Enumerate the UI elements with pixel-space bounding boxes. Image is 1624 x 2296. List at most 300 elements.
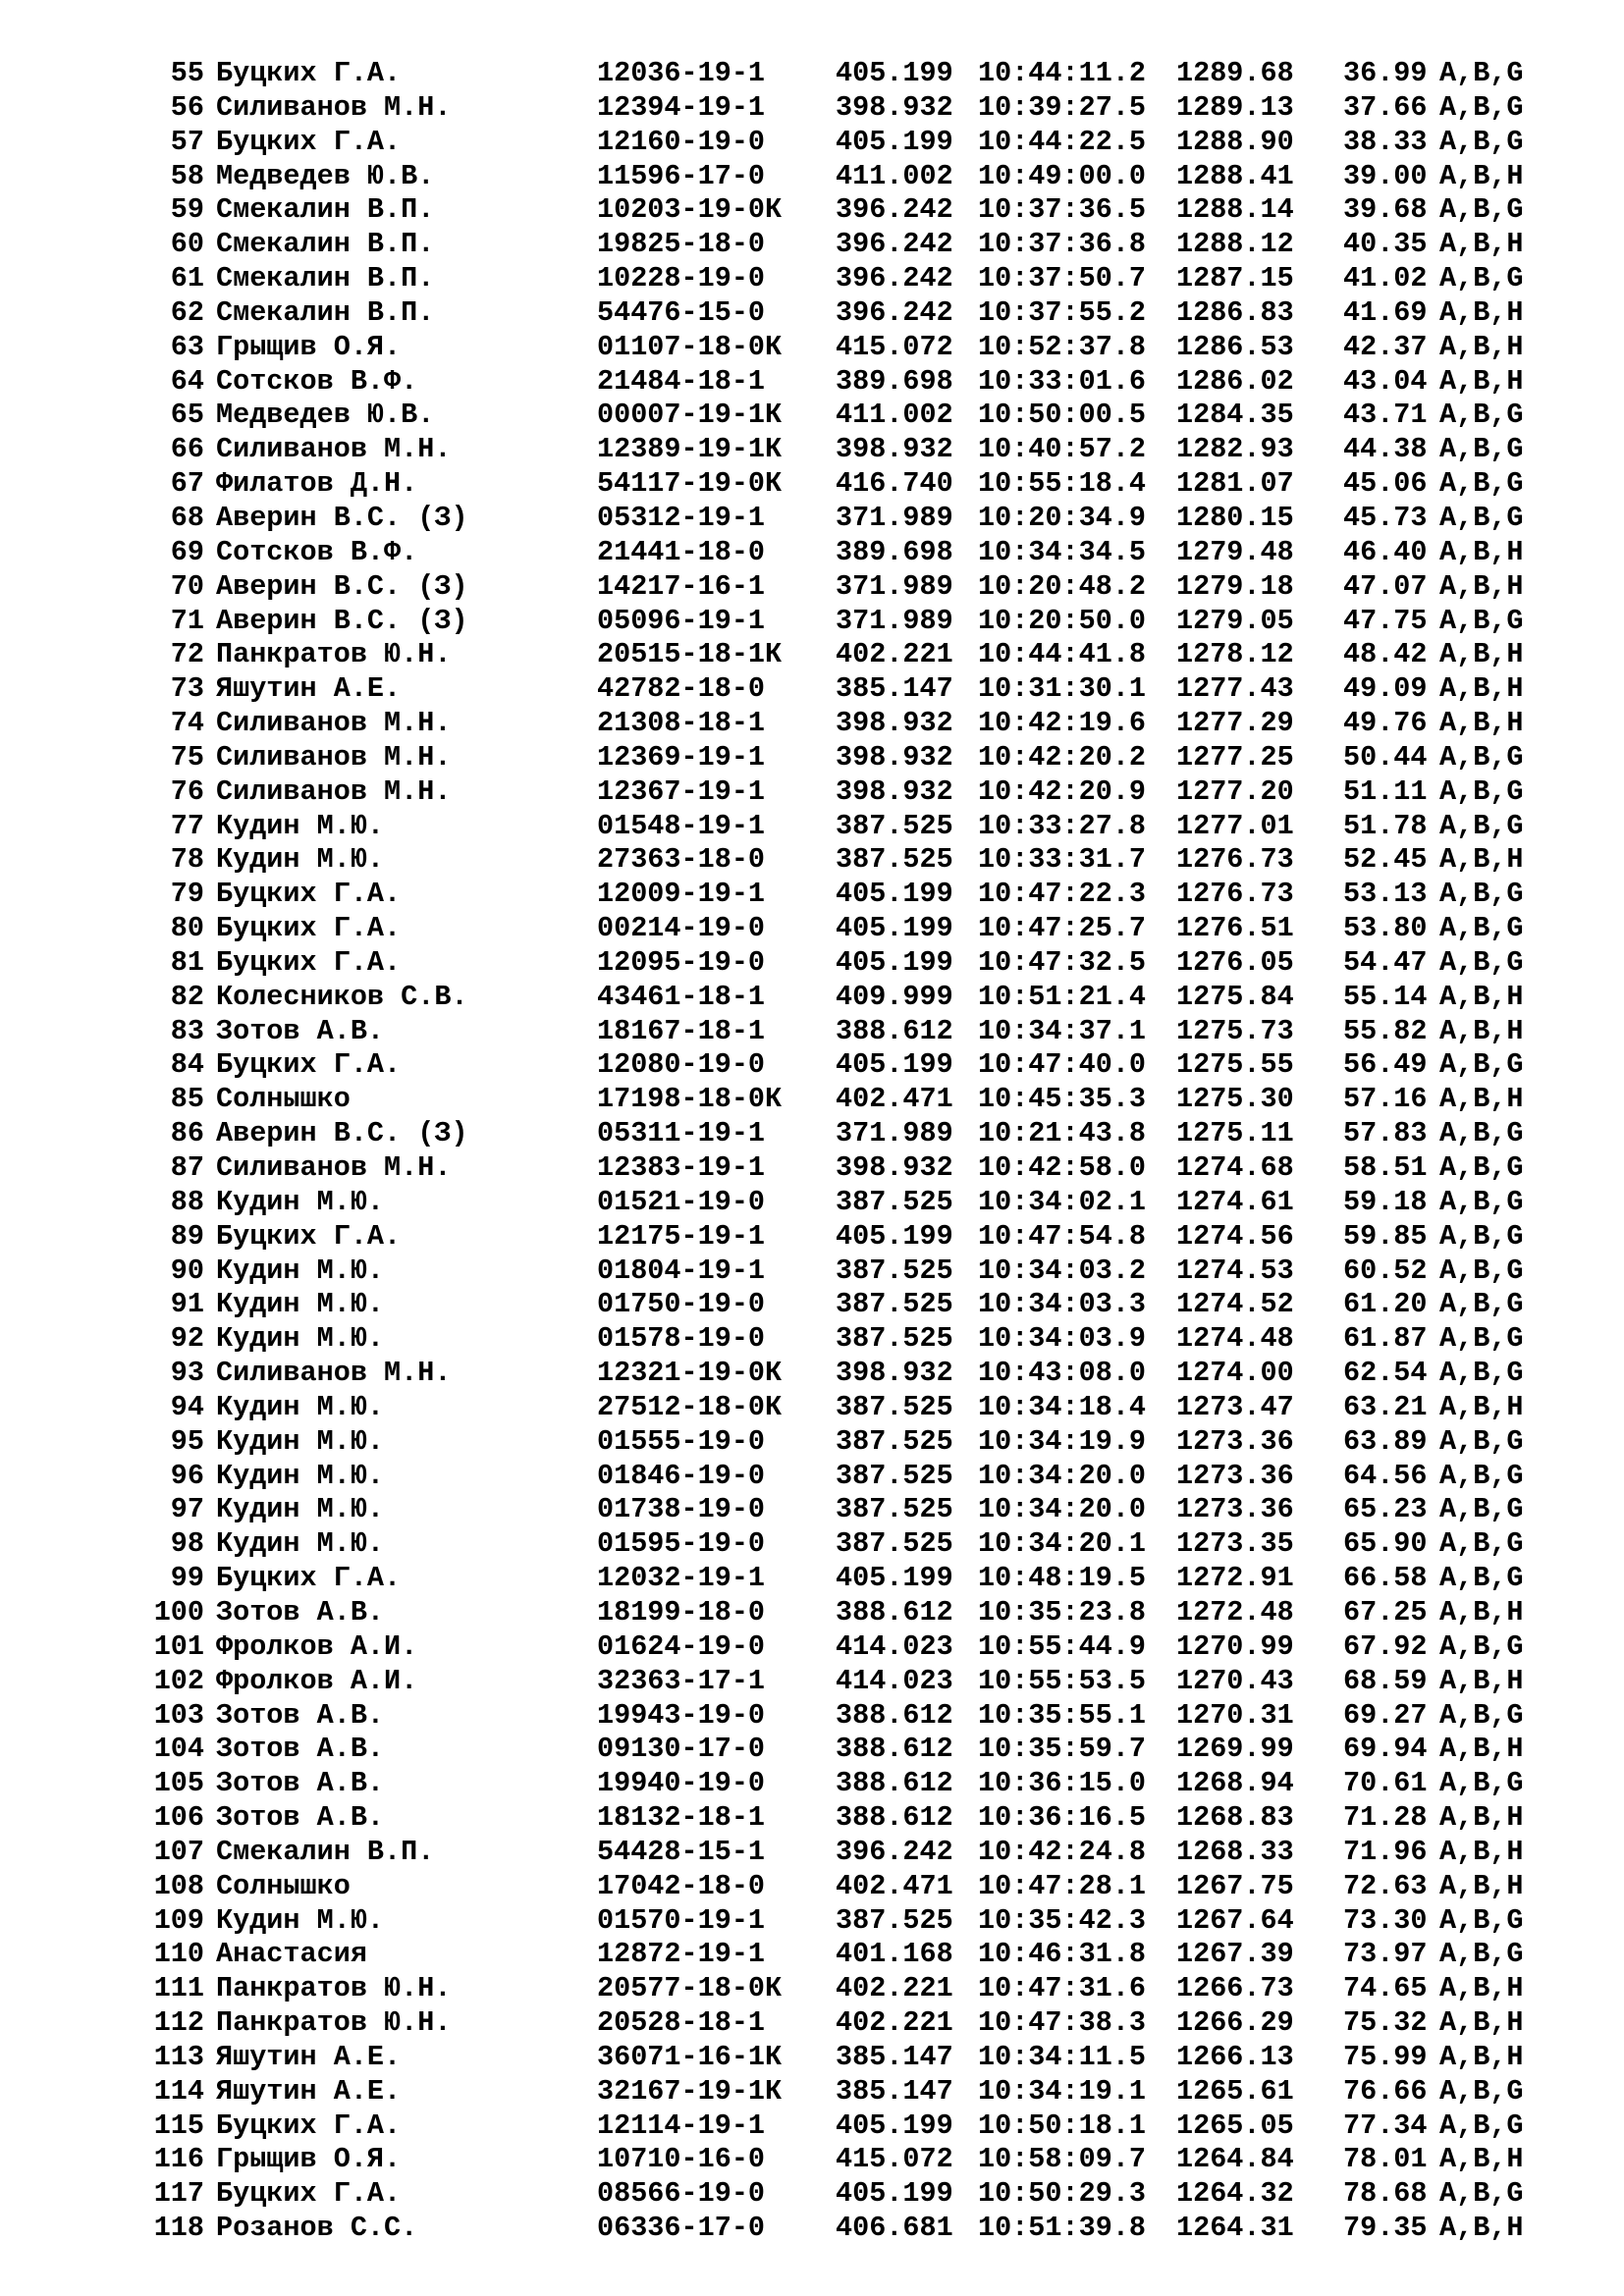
speed: 1284.35 — [1176, 399, 1294, 432]
speed: 1274.68 — [1176, 1151, 1294, 1184]
coefficient: 55.14 — [1343, 980, 1428, 1013]
table-row — [0, 2143, 1624, 2177]
table-row — [0, 946, 1624, 981]
coefficient: 43.71 — [1343, 399, 1428, 432]
row-number: 73 — [170, 672, 204, 706]
distance: 405.199 — [836, 2177, 953, 2211]
ring-number: 14217-16-1 — [597, 569, 766, 603]
category-flags: A,B,G — [1439, 2177, 1524, 2211]
speed: 1276.05 — [1176, 945, 1294, 979]
fancier-name: Грыщив О.Я. — [216, 2143, 402, 2176]
category-flags: A,B,G — [1439, 193, 1524, 227]
distance: 388.612 — [836, 1595, 953, 1629]
row-number: 86 — [170, 1117, 204, 1150]
row-number: 55 — [170, 57, 204, 89]
coefficient: 39.00 — [1343, 159, 1428, 192]
table-row — [0, 1665, 1624, 1699]
ring-number: 12369-19-1 — [597, 740, 766, 774]
distance: 388.612 — [836, 1014, 953, 1047]
speed: 1282.93 — [1176, 433, 1294, 466]
coefficient: 58.51 — [1343, 1151, 1428, 1184]
ring-number: 12321-19-0К — [597, 1357, 783, 1390]
table-row — [0, 91, 1624, 126]
distance: 387.525 — [836, 1424, 953, 1458]
ring-number: 20528-18-1 — [597, 2006, 766, 2040]
table-row — [0, 570, 1624, 605]
row-number: 115 — [153, 2109, 204, 2142]
arrival-time: 10:36:15.0 — [978, 1767, 1147, 1800]
arrival-time: 10:35:42.3 — [978, 1903, 1147, 1937]
speed: 1277.20 — [1176, 774, 1294, 808]
table-row — [0, 2041, 1624, 2075]
ring-number: 43461-18-1 — [597, 980, 766, 1013]
speed: 1289.13 — [1176, 90, 1294, 124]
distance: 385.147 — [836, 672, 953, 706]
speed: 1268.94 — [1176, 1767, 1294, 1800]
category-flags: A,B,G — [1439, 1629, 1524, 1663]
distance: 415.072 — [836, 330, 953, 363]
coefficient: 38.33 — [1343, 125, 1428, 158]
distance: 396.242 — [836, 228, 953, 261]
row-number: 112 — [153, 2006, 204, 2040]
arrival-time: 10:51:39.8 — [978, 2212, 1147, 2245]
row-number: 70 — [170, 569, 204, 603]
table-row — [0, 1836, 1624, 1870]
fancier-name: Кудин М.Ю. — [216, 1459, 385, 1492]
row-number: 78 — [170, 843, 204, 877]
row-number: 100 — [153, 1595, 204, 1629]
table-row — [0, 775, 1624, 810]
row-number: 106 — [153, 1801, 204, 1835]
distance: 388.612 — [836, 1733, 953, 1766]
ring-number: 10228-19-0 — [597, 262, 766, 295]
fancier-name: Силиванов М.Н. — [216, 90, 452, 124]
coefficient: 48.42 — [1343, 638, 1428, 671]
category-flags: A,B,G — [1439, 878, 1524, 911]
arrival-time: 10:50:29.3 — [978, 2177, 1147, 2211]
fancier-name: Яшутин А.Е. — [216, 2040, 402, 2073]
ring-number: 01578-19-0 — [597, 1322, 766, 1356]
category-flags: A,B,H — [1439, 1733, 1524, 1766]
coefficient: 73.97 — [1343, 1938, 1428, 1971]
speed: 1273.47 — [1176, 1390, 1294, 1423]
ring-number: 17042-18-0 — [597, 1869, 766, 1902]
coefficient: 79.35 — [1343, 2212, 1428, 2245]
coefficient: 75.99 — [1343, 2040, 1428, 2073]
arrival-time: 10:20:50.0 — [978, 604, 1147, 637]
distance: 388.612 — [836, 1767, 953, 1800]
ring-number: 12032-19-1 — [597, 1562, 766, 1595]
coefficient: 42.37 — [1343, 330, 1428, 363]
distance: 387.525 — [836, 1390, 953, 1423]
ring-number: 12389-19-1К — [597, 433, 783, 466]
category-flags: A,B,H — [1439, 638, 1524, 671]
ring-number: 18132-18-1 — [597, 1801, 766, 1835]
fancier-name: Смекалин В.П. — [216, 1835, 435, 1868]
speed: 1276.73 — [1176, 843, 1294, 877]
ring-number: 00214-19-0 — [597, 912, 766, 945]
row-number: 97 — [170, 1493, 204, 1526]
fancier-name: Смекалин В.П. — [216, 295, 435, 329]
speed: 1268.33 — [1176, 1835, 1294, 1868]
distance: 371.989 — [836, 1117, 953, 1150]
arrival-time: 10:34:37.1 — [978, 1014, 1147, 1047]
ring-number: 36071-16-1К — [597, 2040, 783, 2073]
category-flags: A,B,H — [1439, 228, 1524, 261]
table-row — [0, 1186, 1624, 1220]
table-row — [0, 981, 1624, 1015]
row-number: 103 — [153, 1698, 204, 1732]
category-flags: A,B,H — [1439, 569, 1524, 603]
arrival-time: 10:35:55.1 — [978, 1698, 1147, 1732]
row-number: 101 — [153, 1629, 204, 1663]
fancier-name: Аверин В.С. (З) — [216, 1117, 468, 1150]
ring-number: 01107-18-0К — [597, 330, 783, 363]
arrival-time: 10:37:36.5 — [978, 193, 1147, 227]
category-flags: A,B,H — [1439, 1595, 1524, 1629]
fancier-name: Медведев Ю.В. — [216, 159, 435, 192]
arrival-time: 10:34:03.2 — [978, 1254, 1147, 1287]
table-row — [0, 1493, 1624, 1527]
distance: 415.072 — [836, 2143, 953, 2176]
arrival-time: 10:55:53.5 — [978, 1664, 1147, 1697]
category-flags: A,B,H — [1439, 843, 1524, 877]
speed: 1277.43 — [1176, 672, 1294, 706]
ring-number: 12095-19-0 — [597, 945, 766, 979]
ring-number: 54476-15-0 — [597, 295, 766, 329]
speed: 1274.56 — [1176, 1219, 1294, 1253]
coefficient: 74.65 — [1343, 1972, 1428, 2005]
fancier-name: Кудин М.Ю. — [216, 1903, 385, 1937]
ring-number: 32363-17-1 — [597, 1664, 766, 1697]
fancier-name: Филатов Д.Н. — [216, 467, 418, 501]
table-row — [0, 262, 1624, 296]
category-flags: A,B,G — [1439, 774, 1524, 808]
table-row — [0, 1357, 1624, 1391]
row-number: 114 — [153, 2074, 204, 2108]
ring-number: 12036-19-1 — [597, 57, 766, 89]
row-number: 58 — [170, 159, 204, 192]
ring-number: 12175-19-1 — [597, 1219, 766, 1253]
fancier-name: Смекалин В.П. — [216, 193, 435, 227]
table-row — [0, 1596, 1624, 1630]
fancier-name: Зотов А.В. — [216, 1767, 385, 1800]
row-number: 61 — [170, 262, 204, 295]
category-flags: A,B,H — [1439, 330, 1524, 363]
row-number: 60 — [170, 228, 204, 261]
arrival-time: 10:42:20.2 — [978, 740, 1147, 774]
ring-number: 18167-18-1 — [597, 1014, 766, 1047]
row-number: 71 — [170, 604, 204, 637]
table-row — [0, 365, 1624, 400]
fancier-name: Зотов А.В. — [216, 1733, 385, 1766]
ring-number: 54117-19-0К — [597, 467, 783, 501]
arrival-time: 10:51:21.4 — [978, 980, 1147, 1013]
fancier-name: Зотов А.В. — [216, 1801, 385, 1835]
speed: 1273.35 — [1176, 1527, 1294, 1561]
fancier-name: Буцких Г.А. — [216, 1562, 402, 1595]
category-flags: A,B,G — [1439, 1117, 1524, 1150]
distance: 387.525 — [836, 843, 953, 877]
category-flags: A,B,H — [1439, 364, 1524, 398]
category-flags: A,B,H — [1439, 2040, 1524, 2073]
table-row — [0, 296, 1624, 331]
coefficient: 46.40 — [1343, 535, 1428, 568]
distance: 371.989 — [836, 604, 953, 637]
ring-number: 12160-19-0 — [597, 125, 766, 158]
arrival-time: 10:34:03.9 — [978, 1322, 1147, 1356]
row-number: 65 — [170, 399, 204, 432]
speed: 1270.31 — [1176, 1698, 1294, 1732]
arrival-time: 10:34:11.5 — [978, 2040, 1147, 2073]
coefficient: 71.28 — [1343, 1801, 1428, 1835]
fancier-name: Яшутин А.Е. — [216, 672, 402, 706]
category-flags: A,B,G — [1439, 125, 1524, 158]
distance: 387.525 — [836, 1322, 953, 1356]
row-number: 67 — [170, 467, 204, 501]
category-flags: A,B,G — [1439, 399, 1524, 432]
fancier-name: Силиванов М.Н. — [216, 433, 452, 466]
distance: 387.525 — [836, 1288, 953, 1321]
arrival-time: 10:43:08.0 — [978, 1357, 1147, 1390]
coefficient: 54.47 — [1343, 945, 1428, 979]
table-row — [0, 707, 1624, 741]
fancier-name: Фролков А.И. — [216, 1629, 418, 1663]
speed: 1270.43 — [1176, 1664, 1294, 1697]
coefficient: 40.35 — [1343, 228, 1428, 261]
distance: 385.147 — [836, 2074, 953, 2108]
table-row — [0, 399, 1624, 433]
distance: 405.199 — [836, 1048, 953, 1082]
table-row — [0, 2006, 1624, 2041]
fancier-name: Кудин М.Ю. — [216, 1424, 385, 1458]
coefficient: 70.61 — [1343, 1767, 1428, 1800]
ring-number: 20515-18-1К — [597, 638, 783, 671]
fancier-name: Силиванов М.Н. — [216, 774, 452, 808]
fancier-name: Панкратов Ю.Н. — [216, 2006, 452, 2040]
fancier-name: Буцких Г.А. — [216, 2109, 402, 2142]
speed: 1286.53 — [1176, 330, 1294, 363]
table-row — [0, 1733, 1624, 1767]
fancier-name: Кудин М.Ю. — [216, 1185, 385, 1218]
category-flags: A,B,H — [1439, 980, 1524, 1013]
coefficient: 49.76 — [1343, 707, 1428, 740]
speed: 1272.91 — [1176, 1562, 1294, 1595]
arrival-time: 10:55:18.4 — [978, 467, 1147, 501]
fancier-name: Розанов С.С. — [216, 2212, 418, 2245]
arrival-time: 10:44:11.2 — [978, 57, 1147, 89]
distance: 402.221 — [836, 1972, 953, 2005]
fancier-name: Буцких Г.А. — [216, 1219, 402, 1253]
coefficient: 67.92 — [1343, 1629, 1428, 1663]
ring-number: 19940-19-0 — [597, 1767, 766, 1800]
category-flags: A,B,G — [1439, 1424, 1524, 1458]
row-number: 118 — [153, 2212, 204, 2245]
category-flags: A,B,H — [1439, 2006, 1524, 2040]
row-number: 64 — [170, 364, 204, 398]
table-row — [0, 160, 1624, 194]
arrival-time: 10:58:09.7 — [978, 2143, 1147, 2176]
speed: 1279.18 — [1176, 569, 1294, 603]
ring-number: 00007-19-1К — [597, 399, 783, 432]
arrival-time: 10:34:02.1 — [978, 1185, 1147, 1218]
ring-number: 09130-17-0 — [597, 1733, 766, 1766]
distance: 398.932 — [836, 1151, 953, 1184]
distance: 387.525 — [836, 1254, 953, 1287]
speed: 1265.61 — [1176, 2074, 1294, 2108]
coefficient: 78.68 — [1343, 2177, 1428, 2211]
arrival-time: 10:52:37.8 — [978, 330, 1147, 363]
arrival-time: 10:50:18.1 — [978, 2109, 1147, 2142]
ring-number: 01555-19-0 — [597, 1424, 766, 1458]
fancier-name: Сотсков В.Ф. — [216, 364, 418, 398]
distance: 405.199 — [836, 125, 953, 158]
category-flags: A,B,G — [1439, 2109, 1524, 2142]
distance: 405.199 — [836, 945, 953, 979]
fancier-name: Силиванов М.Н. — [216, 740, 452, 774]
arrival-time: 10:20:48.2 — [978, 569, 1147, 603]
category-flags: A,B,G — [1439, 1459, 1524, 1492]
fancier-name: Аверин В.С. (З) — [216, 501, 468, 534]
category-flags: A,B,G — [1439, 740, 1524, 774]
coefficient: 39.68 — [1343, 193, 1428, 227]
coefficient: 44.38 — [1343, 433, 1428, 466]
coefficient: 73.30 — [1343, 1903, 1428, 1937]
fancier-name: Силиванов М.Н. — [216, 1151, 452, 1184]
coefficient: 47.75 — [1343, 604, 1428, 637]
table-row — [0, 2075, 1624, 2109]
ring-number: 21308-18-1 — [597, 707, 766, 740]
distance: 388.612 — [836, 1801, 953, 1835]
distance: 402.471 — [836, 1083, 953, 1116]
coefficient: 61.87 — [1343, 1322, 1428, 1356]
coefficient: 59.18 — [1343, 1185, 1428, 1218]
ring-number: 01624-19-0 — [597, 1629, 766, 1663]
arrival-time: 10:35:59.7 — [978, 1733, 1147, 1766]
distance: 396.242 — [836, 193, 953, 227]
ring-number: 12394-19-1 — [597, 90, 766, 124]
speed: 1274.00 — [1176, 1357, 1294, 1390]
table-row — [0, 1527, 1624, 1562]
speed: 1274.53 — [1176, 1254, 1294, 1287]
coefficient: 50.44 — [1343, 740, 1428, 774]
table-row — [0, 502, 1624, 536]
coefficient: 59.85 — [1343, 1219, 1428, 1253]
coefficient: 66.58 — [1343, 1562, 1428, 1595]
category-flags: A,B,G — [1439, 90, 1524, 124]
distance: 398.932 — [836, 433, 953, 466]
speed: 1264.32 — [1176, 2177, 1294, 2211]
distance: 402.221 — [836, 2006, 953, 2040]
row-number: 76 — [170, 774, 204, 808]
arrival-time: 10:37:36.8 — [978, 228, 1147, 261]
ring-number: 21441-18-0 — [597, 535, 766, 568]
table-row — [0, 467, 1624, 502]
ring-number: 01738-19-0 — [597, 1493, 766, 1526]
arrival-time: 10:48:19.5 — [978, 1562, 1147, 1595]
category-flags: A,B,H — [1439, 2212, 1524, 2245]
coefficient: 45.73 — [1343, 501, 1428, 534]
ring-number: 01521-19-0 — [597, 1185, 766, 1218]
speed: 1277.29 — [1176, 707, 1294, 740]
speed: 1288.12 — [1176, 228, 1294, 261]
table-row — [0, 57, 1624, 91]
fancier-name: Панкратов Ю.Н. — [216, 1972, 452, 2005]
arrival-time: 10:34:34.5 — [978, 535, 1147, 568]
row-number: 88 — [170, 1185, 204, 1218]
category-flags: A,B,G — [1439, 1767, 1524, 1800]
distance: 387.525 — [836, 1527, 953, 1561]
distance: 398.932 — [836, 774, 953, 808]
row-number: 104 — [153, 1733, 204, 1766]
coefficient: 49.09 — [1343, 672, 1428, 706]
category-flags: A,B,H — [1439, 2143, 1524, 2176]
fancier-name: Грыщив О.Я. — [216, 330, 402, 363]
fancier-name: Зотов А.В. — [216, 1698, 385, 1732]
fancier-name: Аверин В.С. (З) — [216, 604, 468, 637]
arrival-time: 10:42:24.8 — [978, 1835, 1147, 1868]
row-number: 75 — [170, 740, 204, 774]
row-number: 66 — [170, 433, 204, 466]
fancier-name: Зотов А.В. — [216, 1014, 385, 1047]
ring-number: 19943-19-0 — [597, 1698, 766, 1732]
row-number: 89 — [170, 1219, 204, 1253]
arrival-time: 10:47:40.0 — [978, 1048, 1147, 1082]
category-flags: A,B,H — [1439, 672, 1524, 706]
category-flags: A,B,G — [1439, 1254, 1524, 1287]
arrival-time: 10:34:03.3 — [978, 1288, 1147, 1321]
row-number: 94 — [170, 1390, 204, 1423]
table-row — [0, 1801, 1624, 1836]
row-number: 63 — [170, 330, 204, 363]
fancier-name: Буцких Г.А. — [216, 912, 402, 945]
ring-number: 06336-17-0 — [597, 2212, 766, 2245]
category-flags: A,B,G — [1439, 1151, 1524, 1184]
speed: 1274.48 — [1176, 1322, 1294, 1356]
row-number: 82 — [170, 980, 204, 1013]
ring-number: 12872-19-1 — [597, 1938, 766, 1971]
arrival-time: 10:36:16.5 — [978, 1801, 1147, 1835]
speed: 1288.14 — [1176, 193, 1294, 227]
table-row — [0, 672, 1624, 707]
row-number: 79 — [170, 878, 204, 911]
row-number: 102 — [153, 1664, 204, 1697]
distance: 387.525 — [836, 1493, 953, 1526]
coefficient: 47.07 — [1343, 569, 1428, 603]
row-number: 57 — [170, 125, 204, 158]
distance: 405.199 — [836, 57, 953, 89]
coefficient: 67.25 — [1343, 1595, 1428, 1629]
arrival-time: 10:47:38.3 — [978, 2006, 1147, 2040]
ring-number: 54428-15-1 — [597, 1835, 766, 1868]
distance: 389.698 — [836, 535, 953, 568]
speed: 1269.99 — [1176, 1733, 1294, 1766]
arrival-time: 10:47:25.7 — [978, 912, 1147, 945]
coefficient: 72.63 — [1343, 1869, 1428, 1902]
fancier-name: Буцких Г.А. — [216, 2177, 402, 2211]
table-row — [0, 1048, 1624, 1083]
speed: 1272.48 — [1176, 1595, 1294, 1629]
ring-number: 42782-18-0 — [597, 672, 766, 706]
speed: 1267.39 — [1176, 1938, 1294, 1971]
ring-number: 01570-19-1 — [597, 1903, 766, 1937]
row-number: 110 — [153, 1938, 204, 1971]
ring-number: 05312-19-1 — [597, 501, 766, 534]
arrival-time: 10:47:54.8 — [978, 1219, 1147, 1253]
speed: 1287.15 — [1176, 262, 1294, 295]
row-number: 90 — [170, 1254, 204, 1287]
distance: 414.023 — [836, 1629, 953, 1663]
